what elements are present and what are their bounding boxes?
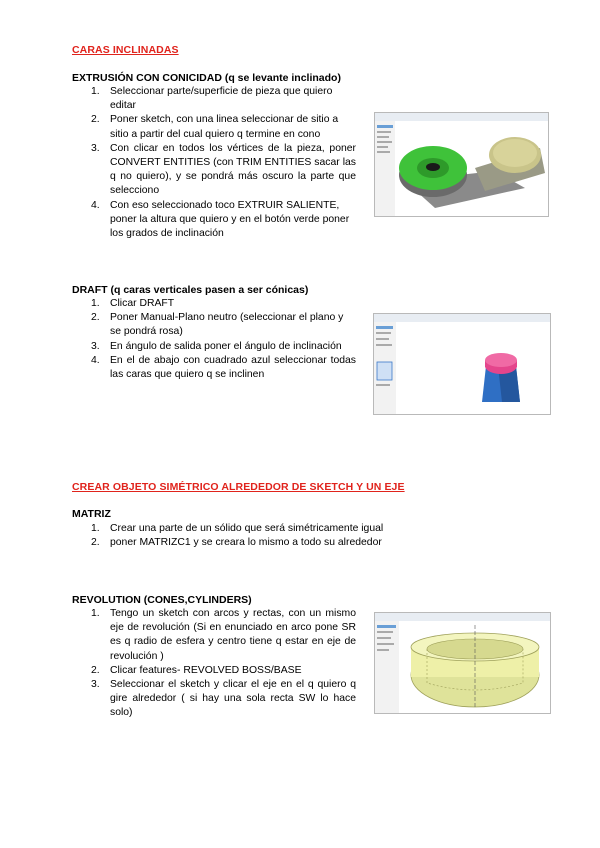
heading-revolution: REVOLUTION (CONES,CYLINDERS) xyxy=(72,594,252,606)
list-item: 2. Poner sketch, con una linea seleccionar de sitio a sitio a partir del cual quiero q termine en cono xyxy=(91,114,339,140)
list-item: 3. En ángulo de salida poner el ángulo de inclinación xyxy=(91,340,342,352)
revolution-model-illustration xyxy=(375,613,550,713)
list-item: 4. Con eso seleccionado toco EXTRUIR SALIENTE, poner la altura que quiero y en el botón verde poner los grados de inclinación xyxy=(91,199,350,240)
list-revolution xyxy=(91,607,356,721)
list-matriz xyxy=(91,522,421,550)
heading-extrusion: EXTRUSIÓN CON CONICIDAD (q se levante inclinado) xyxy=(72,72,341,84)
section-title-simetrico: CREAR OBJETO SIMÉTRICO ALREDEDOR DE SKETCH Y UN EJE xyxy=(72,481,405,493)
screenshot-draft-model xyxy=(373,313,551,415)
heading-matriz: MATRIZ xyxy=(72,508,111,520)
list-item: 3. Seleccionar el sketch y clicar el eje en el q quiero q gire alrededor ( si hay una sola recta SW lo hace solo) xyxy=(91,679,356,719)
list-item: 1. Tengo un sketch con arcos y rectas, con un mismo eje de revolución (Si en enunciado en arco pone SR es q radio de esfera y centro tiene q estar en eje de revolución ) xyxy=(91,608,356,662)
list-item: 1. Clicar DRAFT xyxy=(91,298,175,309)
heading-draft: DRAFT (q caras verticales pasen a ser cónicas) xyxy=(72,284,309,296)
list-item: 3. Con clicar en todos los vértices de la pieza, poner CONVERT ENTITIES (con TRIM ENTITIES sacar las q no quiero), y se pondrá más oscuro la parte que selecciono xyxy=(91,142,356,197)
list-draft xyxy=(91,297,356,382)
extrusion-model-illustration xyxy=(375,113,548,216)
list-item: 1. Crear una parte de un sólido que será simétricamente igual xyxy=(91,523,384,534)
screenshot-revolution-model xyxy=(374,612,551,714)
draft-model-illustration xyxy=(374,314,550,414)
list-item: 2. Poner Manual-Plano neutro (seleccionar el plano y se pondrá rosa) xyxy=(91,312,344,338)
list-extrusion xyxy=(91,85,356,241)
list-item: 4. En el de abajo con cuadrado azul seleccionar todas las caras que quiero q se inclinen xyxy=(91,354,356,381)
section-title-caras-inclinadas: CARAS INCLINADAS xyxy=(72,44,179,56)
screenshot-extrusion-model xyxy=(374,112,549,217)
list-item: 1. Seleccionar parte/superficie de pieza que quiero editar xyxy=(91,86,333,112)
list-item: 2. Clicar features- REVOLVED BOSS/BASE xyxy=(91,664,302,676)
list-item: 2. poner MATRIZC1 y se creara lo mismo a todo su alrededor xyxy=(91,537,382,549)
